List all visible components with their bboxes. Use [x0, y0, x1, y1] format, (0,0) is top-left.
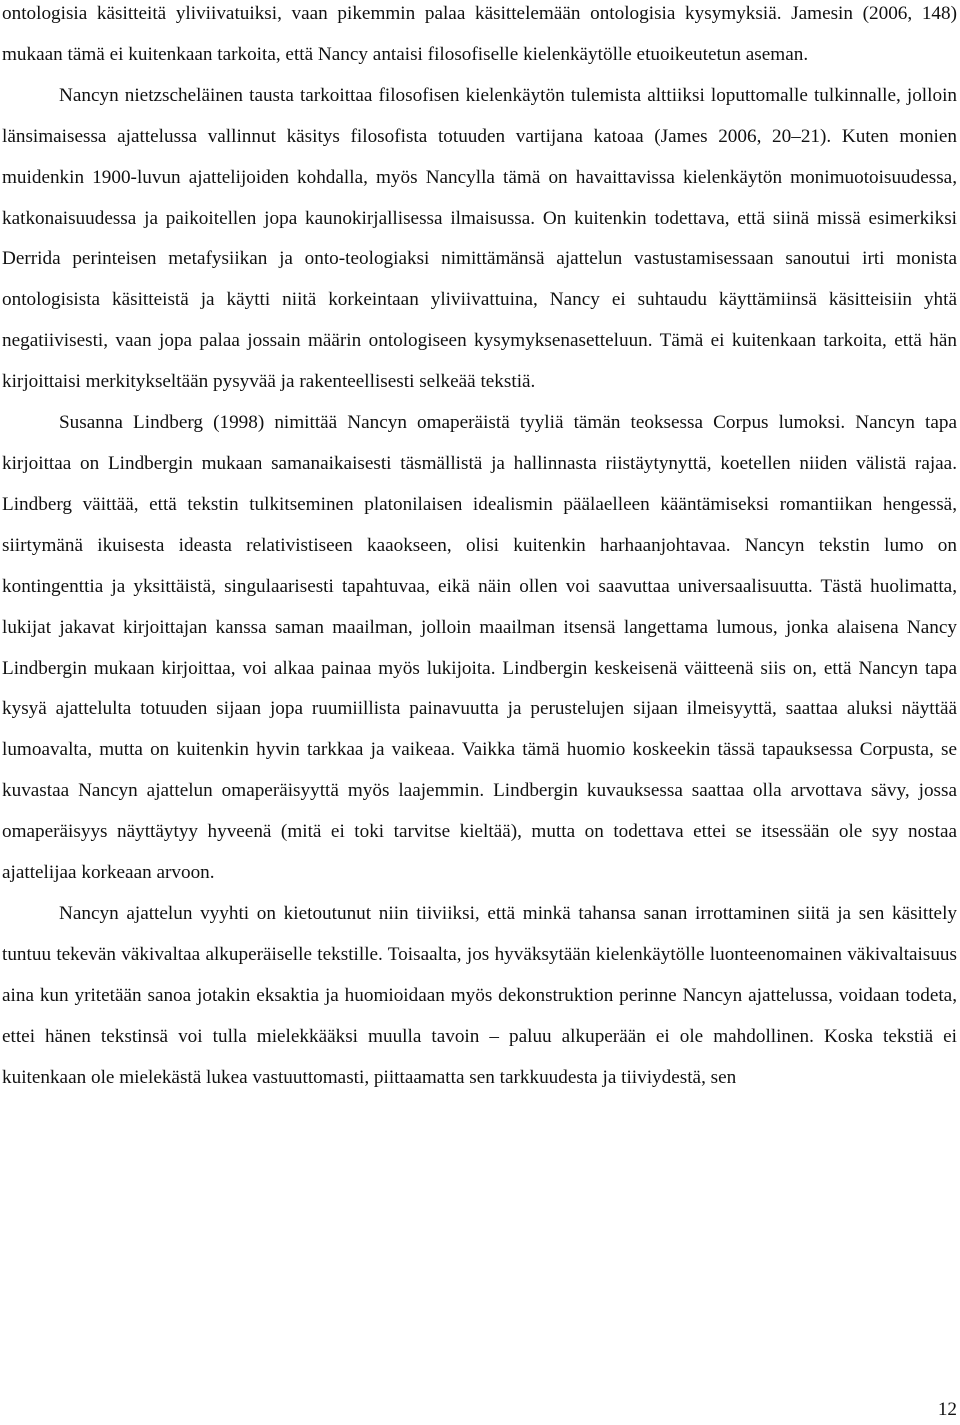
document-page — [2, 0, 957, 1098]
paragraph-1: ontologisia käsitteitä yliviivatuiksi, vaan pikemmin palaa käsittelemään ontologisia kysymyksiä. Jamesin (2006, 148) mukaan tämä ei kuitenkaan tarkoita, että Nancy antaisi filosofiselle kielenkäytölle etuoikeutetun aseman. — [2, 3, 957, 65]
page-number: 12 — [937, 1399, 957, 1420]
paragraph-2: Nancyn nietzscheläinen tausta tarkoittaa filosofisen kielenkäytön tulemista alttiiksi loputtomalle tulkinnalle, jolloin länsimaisessa ajattelussa vallinnut käsitys filosofista totuuden vartijana katoaa (James 2006, 20–21). Kuten monien muidenkin 1900-luvun ajattelijoiden kohdalla, myös Nancylla tämä on havaittavissa kielenkäytön monimuotoisuudessa, katkonaisuudessa ja paikoitellen jopa kaunokirjallisessa ilmaisussa. On kuitenkin todettava, että siinä missä esimerkiksi Derrida perinteisen metafysiikan ja onto-teologiaksi nimittämänsä ajattelun vastustamisessaan sanoutui irti monista ontologisista käsitteistä ja käytti niitä korkeintaan yliviivattuina, Nancy ei suhtaudu käyttämiinsä käsitteisiin yhtä negatiivisesti, vaan jopa palaa jossain määrin ontologiseen kysymyksenasetteluun. Tämä ei kuitenkaan tarkoita, että hän kirjoittaisi merkitykseltään pysyvää ja rakenteellisesti selkeää tekstiä. — [2, 84, 957, 393]
paragraph-4: Nancyn ajattelun vyyhti on kietoutunut niin tiiviiksi, että minkä tahansa sanan irrottaminen siitä ja sen käsittely tuntuu tekevän väkivaltaa alkuperäiselle tekstille. Toisaalta, jos hyväksytään kielenkäytölle luonteenomainen väkivaltaisuus aina kun yritetään sanoa jotakin eksaktia ja huomioidaan myös dekonstruktion perinne Nancyn ajattelussa, voidaan todeta, ettei hänen tekstinsä voi tulla mielekkääksi muulla tavoin – paluu alkuperään ei ole mahdollinen. Koska tekstiä ei kuitenkaan ole mielekästä lukea vastuuttomasti, piittaamatta sen tarkkuudesta ja tiiviydestä, sen — [2, 902, 957, 1088]
paragraph-3: Susanna Lindberg (1998) nimittää Nancyn omaperäistä tyyliä tämän teoksessa Corpus lumoksi. Nancyn tapa kirjoittaa on Lindbergin mukaan samanaikaisesti täsmällistä ja hallinnasta riistäytynyttä, koetellen niiden välistä rajaa. Lindberg väittää, että tekstin tulkitseminen platonilaisen idealismin päälaelleen kääntämiseksi romantiikan hengessä, siirtymänä ikuisesta ideasta relativistiseen kaaokseen, olisi kuitenkin harhaanjohtavaa. Nancyn tekstin lumo on kontingenttia ja yksittäistä, singulaarisesti tapahtuvaa, eikä näin ollen voi saavuttaa universaalisuutta. Tästä huolimatta, lukijat jakavat kirjoittajan kanssa saman maailman, jolloin maailman itsensä langettama lumous, jonka alaisena Nancy Lindbergin mukaan kirjoittaa, voi alkaa painaa myös lukijoita. Lindbergin keskeisenä väitteenä siis on, että Nancyn tapa kysyä ajattelulta totuuden sijaan jopa ruumiillista painavuutta ja perustelujen sijaan ilmeisyyttä, saattaa aluksi näyttää lumoavalta, mutta on kuitenkin hyvin tarkkaa ja vaikeaa. Vaikka tämä huomio koskeekin tässä tapauksessa Corpusta, se kuvastaa Nancyn ajattelun omaperäisyyttä myös laajemmin. Lindbergin kuvauksessa saattaa olla arvottava sävy, jossa omaperäisyys näyttäytyy hyveenä (mitä ei toki tarvitse kieltää), mutta on todettava ettei se itsessään ole syy nostaa ajattelijaa korkeaan arvoon. — [2, 412, 957, 884]
